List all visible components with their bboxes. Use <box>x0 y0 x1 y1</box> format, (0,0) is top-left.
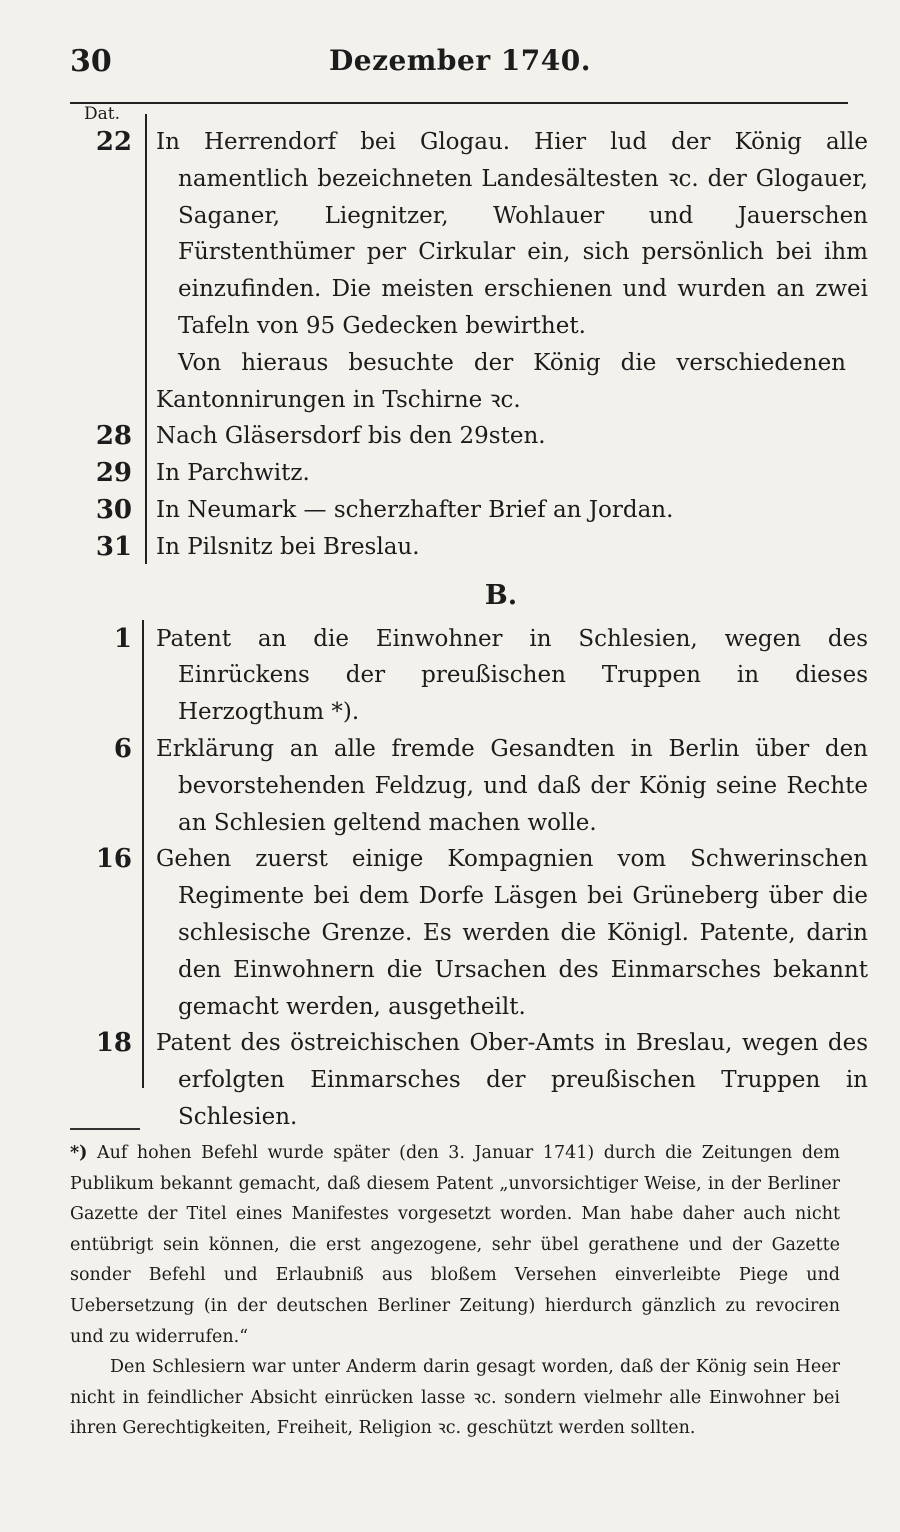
chronology-entry <box>70 1025 868 1135</box>
entry-text: In Herrendorf bei Glogau. Hier lud der König alle namentlich bezeichneten Landesältesten ꝛc. der Glogauer, Saganer, Liegnitzer, Wohlauer und Jauerschen Fürstenthümer per Cirkular ein, sich persönlich bei ihm einzufinden. Die meisten erschienen und wurden an zwei Tafeln von 95 Gedecken bewirthet. <box>156 129 868 339</box>
chronology-entry <box>70 841 868 1025</box>
entry-day: 29 <box>95 458 132 489</box>
chronology-entry <box>70 731 868 841</box>
chronology-entry <box>70 529 850 566</box>
entry-text: In Neumark — scherzhafter Brief an Jordan. <box>156 496 674 523</box>
chronology-entry <box>70 621 868 731</box>
entry-text: Nach Gläsersdorf bis den 29sten. <box>156 423 546 450</box>
footnote-rule <box>70 1128 140 1130</box>
chronology-entry <box>70 455 850 492</box>
page-number: 30 <box>70 44 112 79</box>
entry-day: 16 <box>95 844 132 875</box>
page-header <box>70 44 850 84</box>
entry-text: Patent an die Einwohner in Schlesien, wegen des Einrückens der preußischen Truppen in dieses Herzogthum *). <box>156 625 868 726</box>
entry-day: 22 <box>95 127 132 157</box>
entry-text: Erklärung an alle fremde Gesandten in Berlin über den bevorstehenden Feldzug, und daß der König seine Rechte an Schlesien geltend machen wolle. <box>156 735 868 836</box>
entry-text: Gehen zuerst einige Kompagnien vom Schwerinschen Regimente bei dem Dorfe Läsgen bei Grüneberg über die schlesische Grenze. Es werden die Königl. Patente, darin den Einwohnern die Ursachen des Einmarsches bekannt gemacht werden, ausgetheilt. <box>156 846 868 1020</box>
entry-day: 28 <box>95 421 132 452</box>
running-head: Dezember 1740. <box>328 44 591 77</box>
header-rule <box>70 102 848 104</box>
entry-day: 30 <box>95 494 132 525</box>
section-heading: B. <box>484 579 518 611</box>
chronology-entry <box>70 124 868 345</box>
entry-text: Patent des östreichischen Ober-Amts in Breslau, wegen des erfolgten Einmarsches der preußischen Truppen in Schlesien. <box>156 1030 868 1130</box>
footnote-paragraph <box>70 1138 840 1352</box>
chronology-entry <box>70 345 850 419</box>
entry-day: 31 <box>95 531 132 562</box>
entry-text: In Pilsnitz bei Breslau. <box>156 533 420 560</box>
footnote-paragraph: Den Schlesiern war unter Anderm darin gesagt worden, daß der König sein Heer nicht in feindlicher Absicht einrücken lasse ꝛc. sondern vielmehr alle Einwohner bei ihren Gerechtigkeiten, Freiheit, Religion ꝛc. geschützt werden sollten. <box>70 1357 840 1439</box>
entry-day: 18 <box>95 1028 132 1059</box>
footnote <box>70 1138 840 1444</box>
chronology-entry <box>70 418 850 455</box>
entry-day: 1 <box>113 623 132 654</box>
chronology-entry <box>70 492 850 529</box>
footnote-text: Auf hohen Befehl wurde später (den 3. Januar 1741) durch die Zeitungen dem Publikum bekannt gemacht, daß diesem Patent „unvorsichtiger Weise, in der Berliner Gazette der Titel eines Manifestes vorgesetzt worden. Man habe daher auch nicht entübrigt sein können, die erst angezogene, sehr übel gerathene und der Gazette sonder Befehl und Erlaubniß aus bloßem Versehen einverleibte Piege und Uebersetzung (in der deutschen Berliner Zeitung) hierdurch gänzlich zu revociren und zu widerrufen.“ <box>70 1143 840 1347</box>
footnote-mark: *) <box>70 1143 88 1163</box>
entry-text: Von hieraus besuchte der König die verschiedenen Kantonnirungen in Tschirne ꝛc. <box>156 349 846 413</box>
chronology <box>70 124 868 1136</box>
entry-day: 6 <box>113 733 132 764</box>
date-column-label: Dat. <box>84 104 121 124</box>
entry-text: In Parchwitz. <box>156 460 310 487</box>
